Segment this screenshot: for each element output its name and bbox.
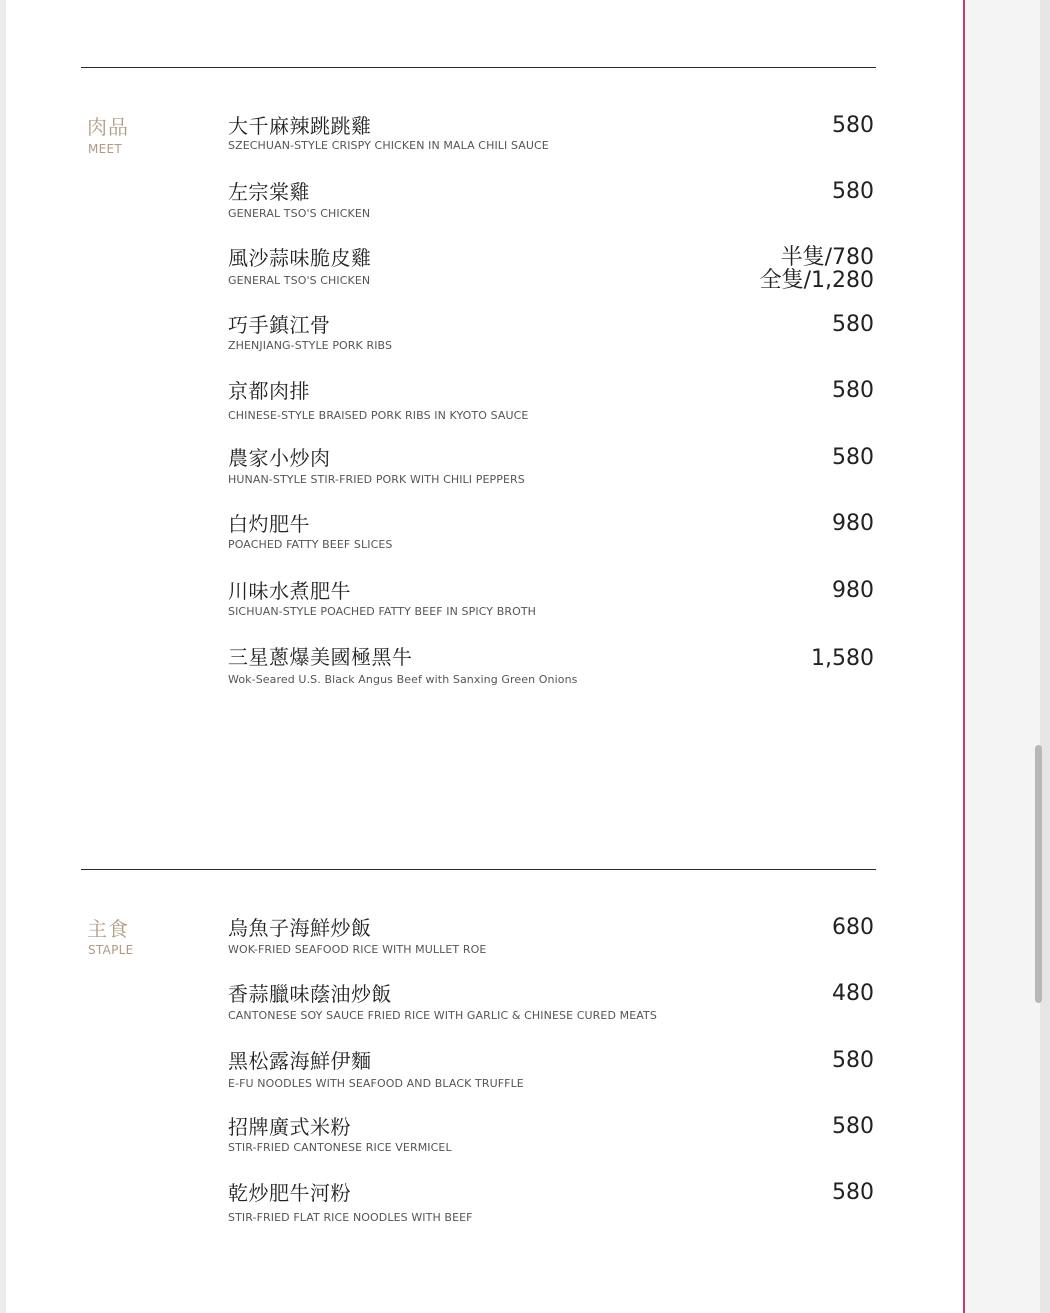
page-left-edge — [0, 0, 6, 1313]
item-price: 680 — [832, 915, 874, 940]
item-name-en: STIR-FRIED FLAT RICE NOODLES WITH BEEF — [228, 1211, 473, 1224]
item-name-en: WOK-FRIED SEAFOOD RICE WITH MULLET ROE — [228, 943, 487, 956]
menu-item — [228, 180, 874, 221]
item-price-half: 半隻/780 — [780, 245, 874, 270]
category-title-zh: 主食 — [87, 917, 129, 941]
item-name-zh: 白灼肥牛 — [228, 512, 310, 536]
item-name-en: ZHENJIANG-STYLE PORK RIBS — [228, 339, 393, 352]
item-price: 1,580 — [811, 646, 874, 671]
section-divider — [81, 67, 876, 68]
menu-item — [228, 1049, 874, 1091]
item-price-whole: 全隻/1,280 — [759, 268, 874, 293]
item-price: 580 — [832, 312, 874, 337]
item-price: 580 — [832, 179, 874, 204]
item-price: 580 — [832, 113, 874, 138]
item-name-zh: 招牌廣式米粉 — [228, 1115, 351, 1139]
item-name-en: CANTONESE SOY SAUCE FRIED RICE WITH GARLIC & CHINESE CURED MEATS — [228, 1009, 657, 1022]
item-name-zh: 黑松露海鮮伊麵 — [228, 1049, 372, 1073]
menu-item — [228, 114, 874, 153]
item-name-zh: 巧手鎮江骨 — [228, 313, 331, 337]
item-price: 580 — [832, 1180, 874, 1205]
item-name-zh: 風沙蒜味脆皮雞 — [228, 246, 372, 270]
menu-item — [228, 982, 874, 1023]
item-name-zh: 大千麻辣跳跳雞 — [228, 114, 372, 138]
viewer-gutter — [965, 0, 1050, 1313]
menu-item — [228, 446, 874, 487]
item-price — [760, 246, 874, 292]
item-name-zh: 農家小炒肉 — [228, 446, 331, 470]
menu-item — [228, 1181, 874, 1225]
item-name-zh: 烏魚子海鮮炒飯 — [228, 916, 372, 940]
menu-item — [228, 512, 874, 552]
item-price: 980 — [832, 511, 874, 536]
section-divider — [81, 869, 876, 870]
menu-item — [228, 313, 874, 353]
item-price: 580 — [832, 378, 874, 403]
item-name-zh: 香蒜臘味蔭油炒飯 — [228, 982, 392, 1006]
scrollbar-thumb[interactable] — [1035, 745, 1042, 1003]
category-title-zh: 肉品 — [87, 115, 129, 139]
menu-item — [228, 916, 874, 957]
item-name-en: STIR-FRIED CANTONESE RICE VERMICEL — [228, 1141, 452, 1154]
menu-item — [228, 579, 874, 619]
item-name-en: POACHED FATTY BEEF SLICES — [228, 538, 393, 551]
item-name-zh: 三星蔥爆美國極黑牛 — [228, 645, 413, 669]
item-name-zh: 川味水煮肥牛 — [228, 579, 351, 603]
item-name-en: SICHUAN-STYLE POACHED FATTY BEEF IN SPICY BROTH — [228, 605, 537, 618]
item-name-en: CHINESE-STYLE BRAISED PORK RIBS IN KYOTO SAUCE — [228, 409, 529, 422]
item-price: 580 — [832, 1114, 874, 1139]
menu-item — [228, 379, 874, 423]
item-name-zh: 京都肉排 — [228, 379, 310, 403]
item-name-zh: 乾炒肥牛河粉 — [228, 1181, 351, 1205]
menu-item — [228, 245, 874, 293]
item-name-en: SZECHUAN-STYLE CRISPY CHICKEN IN MALA CHILI SAUCE — [228, 139, 549, 152]
menu-item — [228, 1115, 874, 1155]
item-name-en: E-FU NOODLES WITH SEAFOOD AND BLACK TRUFFLE — [228, 1077, 524, 1090]
menu-item — [228, 645, 874, 687]
item-name-en: GENERAL TSO'S CHICKEN — [228, 274, 371, 287]
item-name-zh: 左宗棠雞 — [228, 180, 310, 204]
item-price: 480 — [832, 981, 874, 1006]
category-title-en: MEET — [88, 142, 123, 156]
scrollbar-track[interactable] — [1040, 0, 1050, 1313]
item-price: 580 — [832, 1048, 874, 1073]
item-name-en: HUNAN-STYLE STIR-FRIED PORK WITH CHILI PEPPERS — [228, 473, 525, 486]
category-title-en: STAPLE — [88, 943, 134, 957]
item-price: 580 — [832, 445, 874, 470]
item-name-en: GENERAL TSO'S CHICKEN — [228, 207, 371, 220]
item-name-en: Wok-Seared U.S. Black Angus Beef with Sanxing Green Onions — [228, 673, 578, 686]
item-price: 980 — [832, 578, 874, 603]
